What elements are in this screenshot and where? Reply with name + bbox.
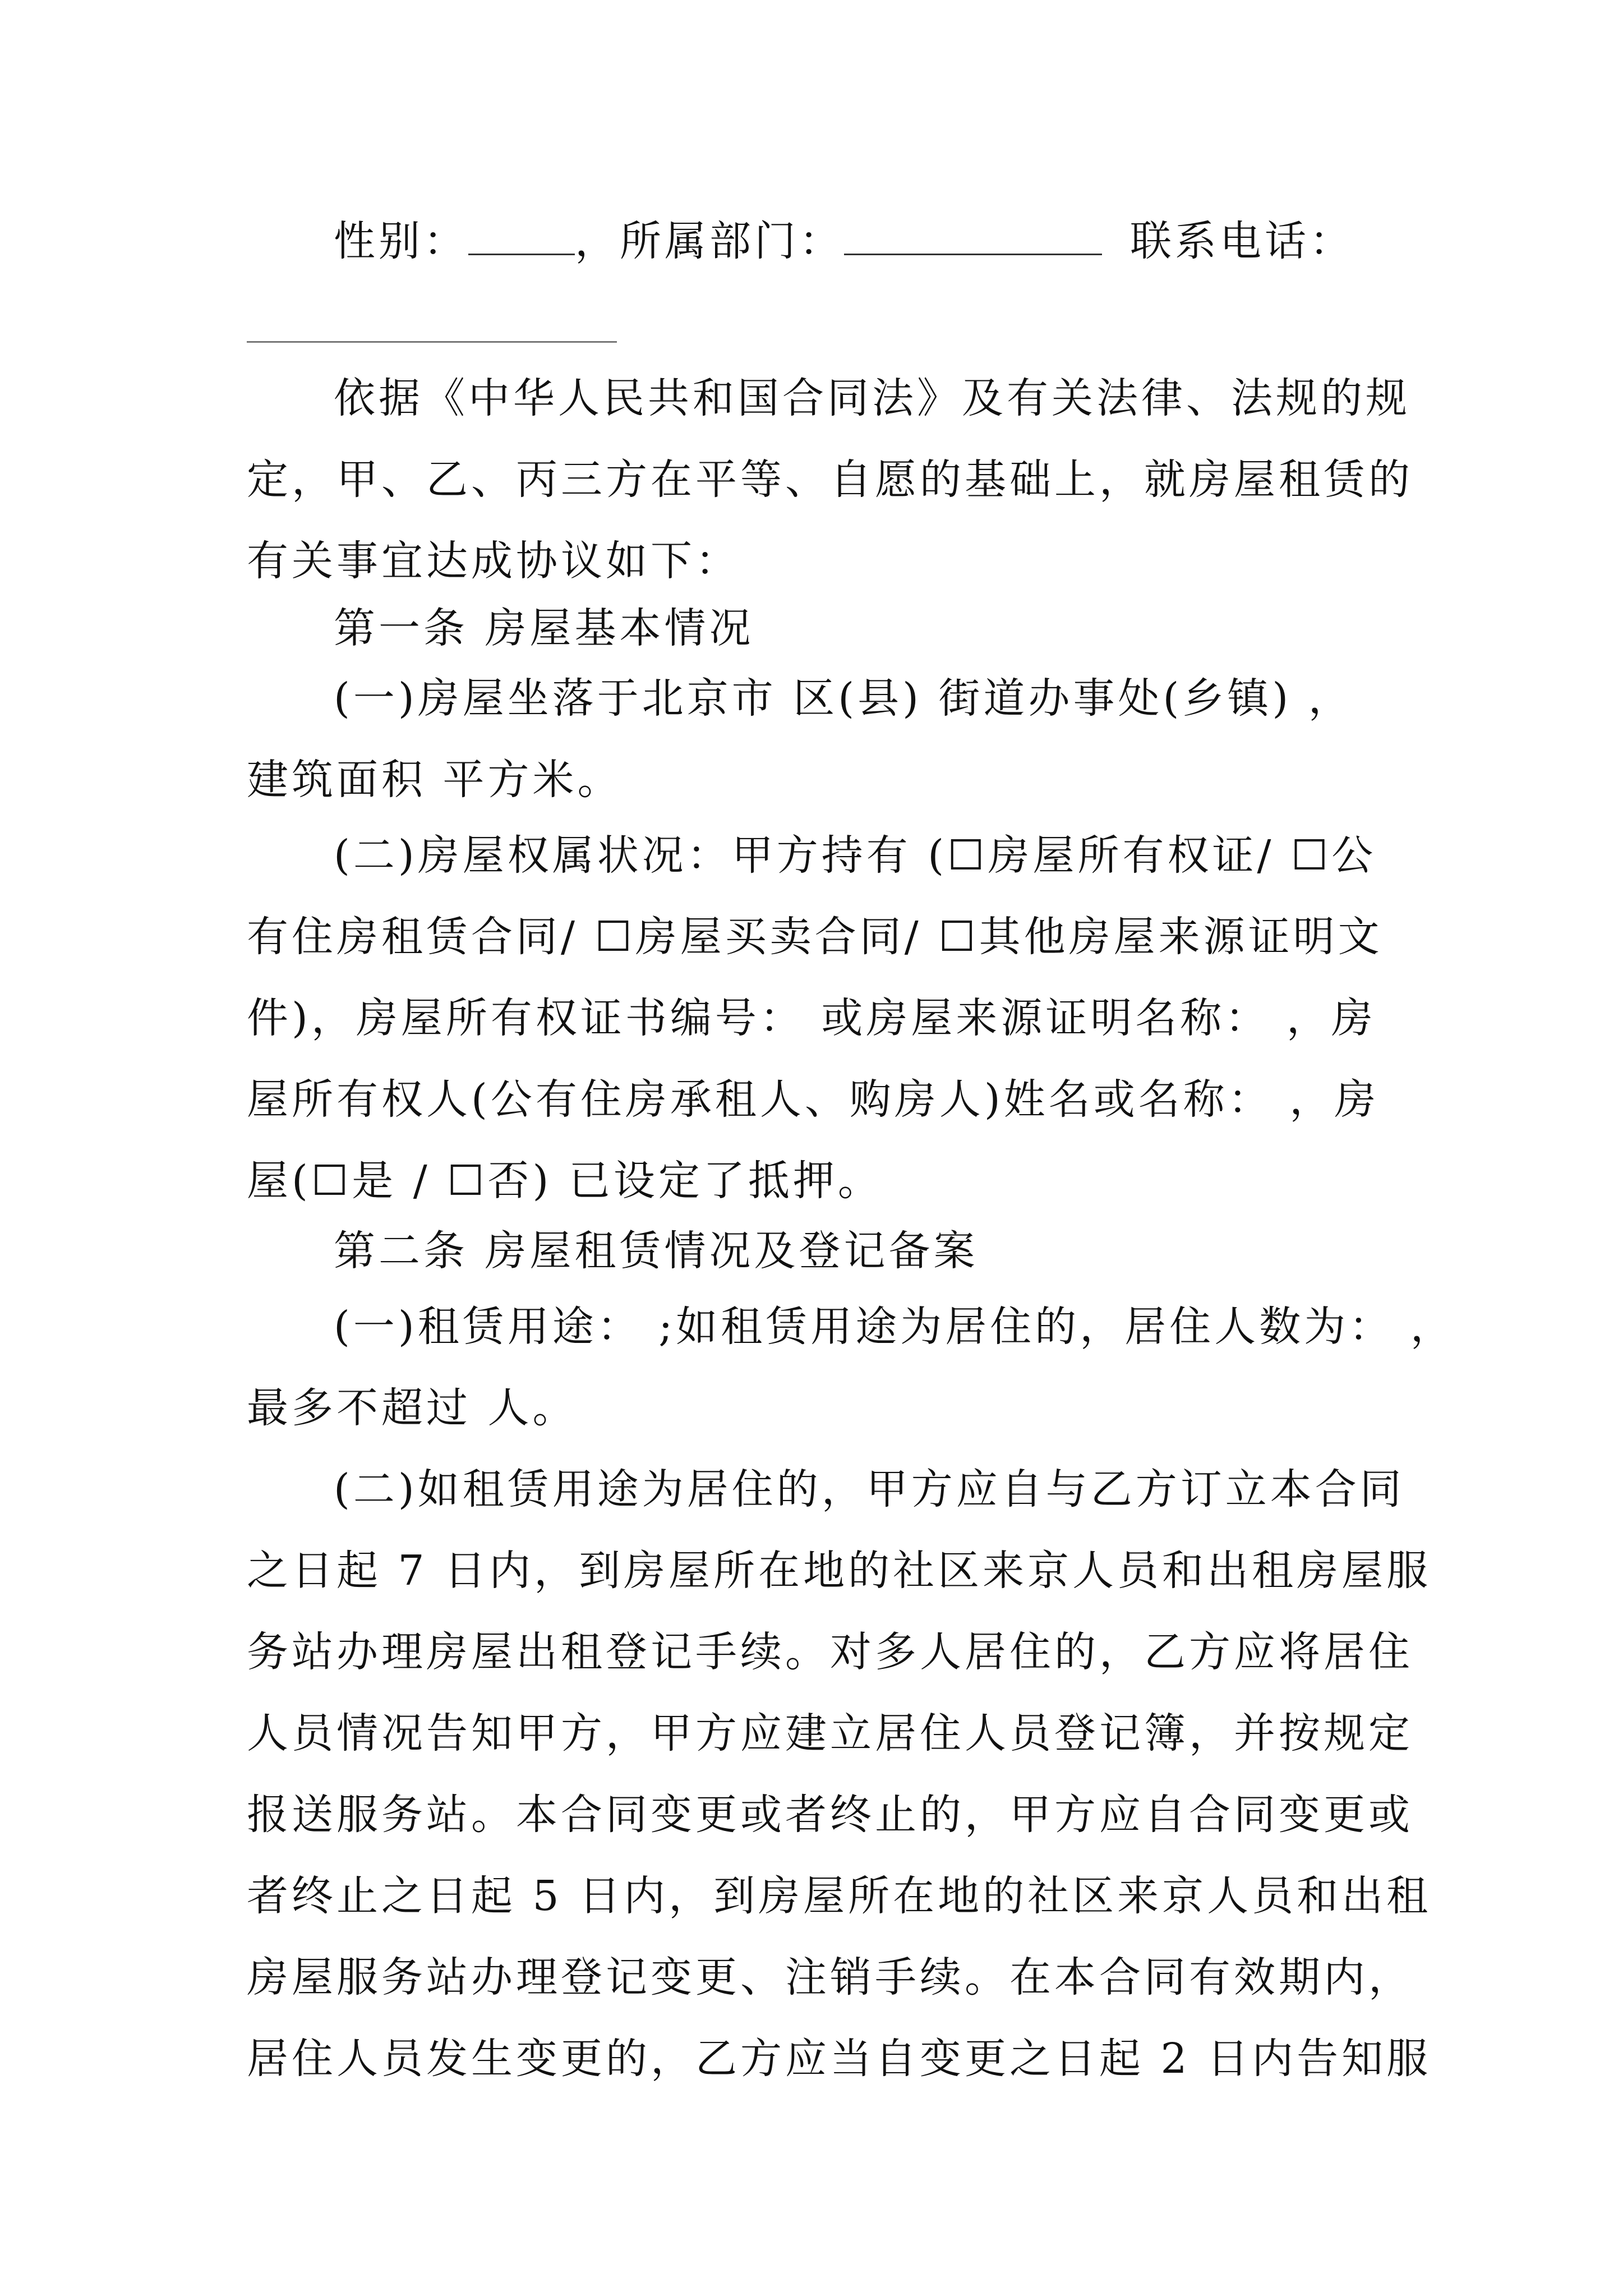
paragraph-line: (二)如租赁用途为居住的，甲方应自与乙方订立本合同 — [334, 1465, 1405, 1513]
paragraph-line: 之日起 7 日内，到房屋所在地的社区来京人员和出租房屋服 — [247, 1547, 1432, 1595]
phone-blank-line[interactable] — [247, 341, 617, 343]
paragraph-line: 有关事宜达成协议如下： — [247, 537, 740, 585]
paragraph-line: 依据《中华人民共和国合同法》及有关法律、法规的规 — [334, 374, 1410, 422]
paragraph-line: 建筑面积 平方米。 — [247, 756, 623, 804]
article-1-heading: 第一条 房屋基本情况 — [334, 604, 754, 652]
paragraph-line: (二)房屋权属状况：甲方持有 (☐房屋所有权证/ ☐公 — [334, 831, 1377, 880]
paragraph-line: 报送服务站。本合同变更或者终止的，甲方应自合同变更或 — [247, 1791, 1413, 1839]
phone-label: 联系电话： — [1130, 217, 1354, 265]
contact-info-line — [334, 213, 1354, 269]
paragraph-line: 居住人员发生变更的，乙方应当自变更之日起 2 日内告知服 — [247, 2035, 1432, 2083]
paragraph-line: (一)租赁用途： ;如租赁用途为居住的，居住人数为： ， — [334, 1303, 1455, 1351]
gender-blank[interactable] — [468, 214, 575, 255]
paragraph-line: 者终止之日起 5 日内，到房屋所在地的社区来京人员和出租 — [247, 1872, 1432, 1920]
department-blank[interactable] — [844, 214, 1102, 255]
paragraph-line: 最多不超过 人。 — [247, 1384, 578, 1432]
paragraph-line: 人员情况告知甲方，甲方应建立居住人员登记簿，并按规定 — [247, 1709, 1413, 1757]
paragraph-line: 有住房租赁合同/ ☐房屋买卖合同/ ☐其他房屋来源证明文 — [247, 913, 1383, 961]
paragraph-line: 务站办理房屋出租登记手续。对多人居住的，乙方应将居住 — [247, 1628, 1413, 1676]
paragraph-line: 屋所有权人(公有住房承租人、购房人)姓名或名称： ，房 — [247, 1075, 1380, 1124]
department-label: ，所属部门： — [575, 217, 844, 265]
paragraph-line: 屋(☐是 / ☐否) 已设定了抵押。 — [247, 1157, 883, 1205]
paragraph-line: 房屋服务站办理登记变更、注销手续。在本合同有效期内， — [247, 1953, 1413, 2001]
paragraph-line: 定，甲、乙、丙三方在平等、自愿的基础上，就房屋租赁的 — [247, 455, 1413, 504]
gender-label: 性别： — [334, 217, 468, 265]
article-2-heading: 第二条 房屋租赁情况及登记备案 — [334, 1227, 979, 1275]
paragraph-line: (一)房屋坐落于北京市 区(县) 街道办事处(乡镇) ， — [334, 674, 1353, 723]
paragraph-line: 件)，房屋所有权证书编号： 或房屋来源证明名称： ，房 — [247, 994, 1376, 1042]
